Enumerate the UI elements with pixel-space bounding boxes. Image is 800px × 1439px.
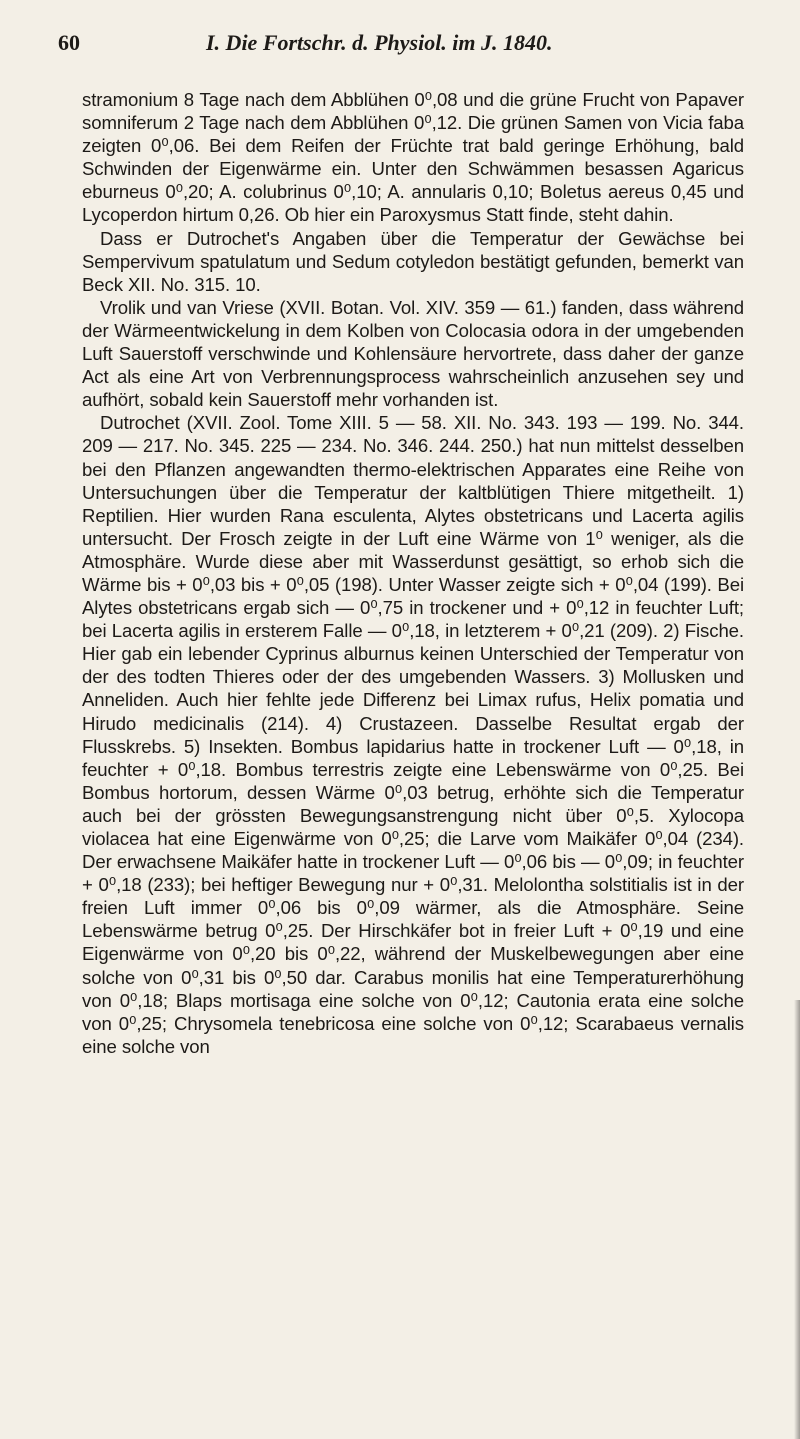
- paragraph-2: Dass er Dutrochet's Angaben über die Temperatur der Gewächse bei Sempervivum spatulatum und Sedum cotyledon bestätigt gefunden, bemerkt van Beck XII. No. 315. 10.: [82, 227, 744, 295]
- body-text: [82, 88, 744, 1058]
- page-number: 60: [58, 30, 80, 55]
- paragraph-4: Dutrochet (XVII. Zool. Tome XIII. 5 — 58. XII. No. 343. 193 — 199. No. 344. 209 — 217. No. 345. 225 — 234. No. 346. 244. 250.) hat nun mittelst desselben bei den Pflanzen angewandten thermo-elektrischen Apparates eine Reihe von Untersuchungen über die Temperatur der kaltblütigen Thiere mitgetheilt. 1) Reptilien. Hier wurden Rana esculenta, Alytes obstetricans und Lacerta agilis untersucht. Der Frosch zeigte in der Luft eine Wärme von 1⁰ weniger, als die Atmosphäre. Wurde diese aber mit Wasserdunst gesättigt, so erhob sich die Wärme bis + 0⁰,03 bis + 0⁰,05 (198). Unter Wasser zeigte sich + 0⁰,04 (199). Bei Alytes obstetricans ergab sich — 0⁰,75 in trockener und + 0⁰,12 in feuchter Luft; bei Lacerta agilis in ersterem Falle — 0⁰,18, in letzterem + 0⁰,21 (209). 2) Fische. Hier gab ein lebender Cyprinus alburnus keinen Unterschied der Temperatur von der des todten Thieres oder der des umgebenden Wassers. 3) Mollusken und Anneliden. Auch hier fehlte jede Differenz bei Limax rufus, Helix pomatia und Hirudo medicinalis (214). 4) Crustazeen. Dasselbe Resultat ergab der Flusskrebs. 5) Insekten. Bombus lapidarius hatte in trockener Luft — 0⁰,18, in feuchter + 0⁰,18. Bombus terrestris zeigte eine Lebenswärme von 0⁰,25. Bei Bombus hortorum, dessen Wärme 0⁰,03 betrug, erhöhte sich die Temperatur auch bei der grössten Bewegungsanstrengung nicht über 0⁰,5. Xylocopa violacea hat eine Eigenwärme von 0⁰,25; die Larve vom Maikäfer 0⁰,04 (234). Der erwachsene Maikäfer hatte in trockener Luft — 0⁰,06 bis — 0⁰,09; in feuchter + 0⁰,18 (233); bei heftiger Bewegung nur + 0⁰,31. Melolontha solstitialis ist in der freien Luft immer 0⁰,06 bis 0⁰,09 wärmer, als die Atmosphäre. Seine Lebenswärme betrug 0⁰,25. Der Hirschkäfer bot in freier Luft + 0⁰,19 und eine Eigenwärme von 0⁰,20 bis 0⁰,22, während der Muskelbewegungen aber eine solche von 0⁰,31 bis 0⁰,50 dar. Carabus monilis hat eine Temperaturerhöhung von 0⁰,18; Blaps mortisaga eine solche von 0⁰,12; Cautonia erata eine solche von 0⁰,25; Chrysomela tenebricosa eine solche von 0⁰,12; Scarabaeus vernalis eine solche von: [82, 412, 744, 1057]
- scan-shadow-edge: [794, 1000, 800, 1439]
- paragraph-1: stramonium 8 Tage nach dem Abblühen 0⁰,08 und die grüne Frucht von Papaver somniferum 2 Tage nach dem Abblühen 0⁰,12. Die grünen Samen von Vicia faba zeigten 0⁰,06. Bei dem Reifen der Früchte trat bald geringe Erhöhung, bald Schwinden der Eigenwärme ein. Unter den Schwämmen besassen Agaricus eburneus 0⁰,20; A. colubrinus 0⁰,10; A. annularis 0,10; Boletus aereus 0,45 und Lycoperdon hirtum 0,26. Ob hier ein Paroxysmus Statt finde, steht dahin.: [82, 89, 744, 226]
- page-header: [58, 30, 748, 62]
- paragraph-3: Vrolik und van Vriese (XVII. Botan. Vol. XIV. 359 — 61.) fanden, dass während der Wärmeentwickelung in dem Kolben von Colocasia odora in der umgebenden Luft Sauerstoff verschwinde und Kohlensäure hervortrete, dass daher der ganze Act als eine Art von Verbrennungsprocess wahrscheinlich anzusehen sey und aufhört, sobald kein Sauerstoff mehr vorhanden ist.: [82, 296, 744, 411]
- running-title: I. Die Fortschr. d. Physiol. im J. 1840.: [206, 30, 553, 55]
